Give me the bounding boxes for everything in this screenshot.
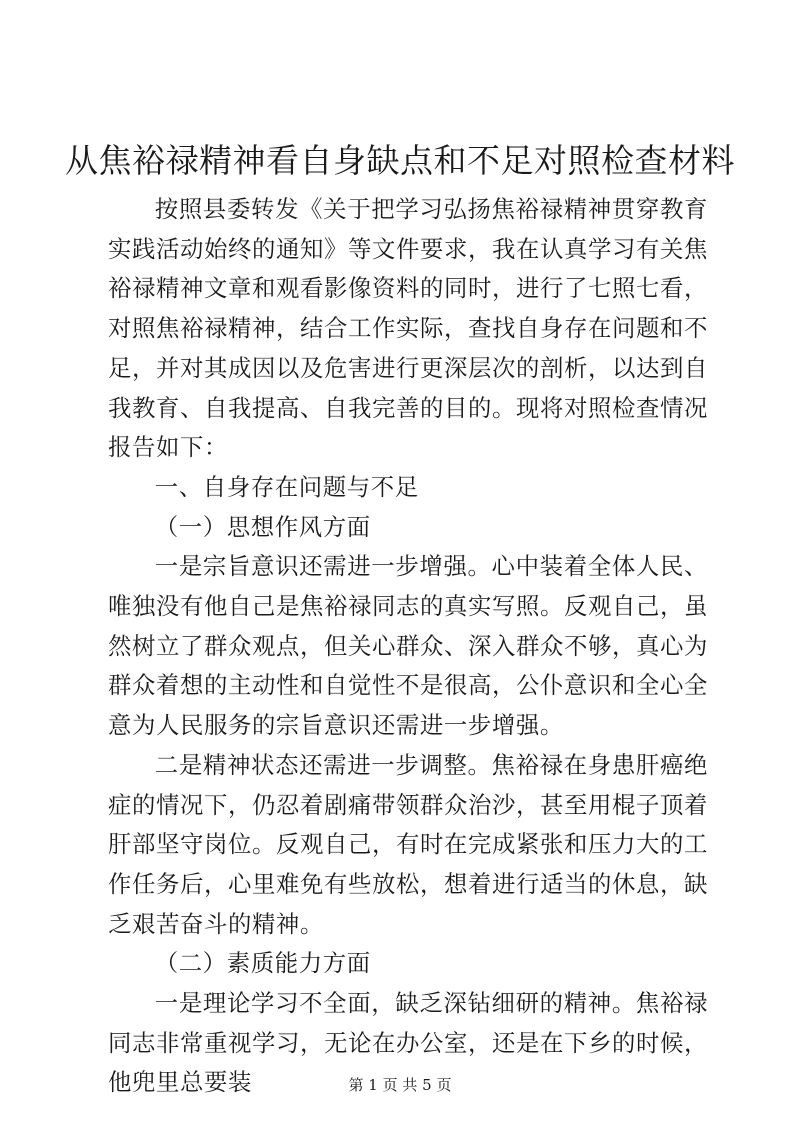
subsection-heading: （二）素质能力方面 <box>154 949 371 978</box>
body-paragraph: 一是宗旨意识还需进一步增强。心中装着全体人民、唯独没有他自己是焦裕禄同志的真实写照。反观自己，虽然树立了群众观点，但关心群众、深入群众不够，真心为群众着想的主动性和自觉性不是很高，公仆意识和全心全意为人民服务的宗旨意识还需进一步增强。 <box>108 552 708 740</box>
page-number-footer: 第 1 页 共 5 页 <box>348 1076 452 1094</box>
body-paragraph: 一是理论学习不全面，缺乏深钻细研的精神。焦裕禄同志非常重视学习，无论在办公室，还是在下乡的时候，他兜里总要装 <box>108 989 708 1097</box>
section-heading: 一、自身存在问题与不足 <box>154 472 419 501</box>
subsection-heading: （一）思想作风方面 <box>154 512 371 541</box>
document-title: 从焦裕禄精神看自身缺点和不足对照检查材料 <box>65 141 735 180</box>
intro-paragraph: 按照县委转发《关于把学习弘扬焦裕禄精神贯穿教育实践活动始终的通知》等文件要求，我在认真学习有关焦裕禄精神文章和观看影像资料的同时，进行了七照七看，对照焦裕禄精神，结合工作实际，查找自身存在问题和不足，并对其成因以及危害进行更深层次的剖析，以达到自我教育、自我提高、自我完善的目的。现将对照检查情况报告如下： <box>108 195 708 462</box>
document-body <box>108 190 708 1103</box>
body-paragraph: 二是精神状态还需进一步调整。焦裕禄在身患肝癌绝症的情况下，仍忍着剧痛带领群众治沙，甚至用棍子顶着肝部坚守岗位。反观自己，有时在完成紧张和压力大的工作任务后，心里难免有些放松，想着进行适当的休息，缺乏艰苦奋斗的精神。 <box>108 750 708 938</box>
